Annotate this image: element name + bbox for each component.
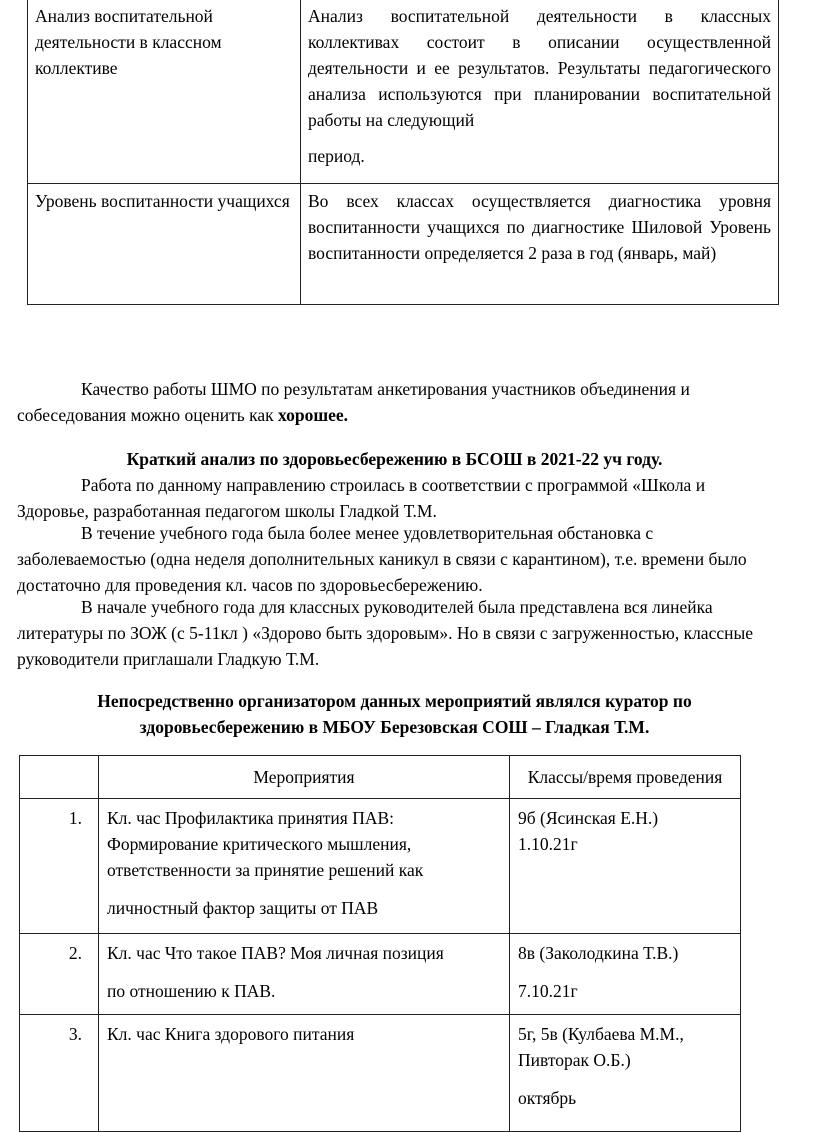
section-title: Краткий анализ по здоровьесбережению в БСОШ в 2021-22 уч году. — [126, 449, 663, 469]
organizer-line-2: здоровьесбережению в МБОУ Березовская СОШ – Гладкая Т.М. — [139, 717, 650, 737]
row-number: 3. — [20, 1015, 99, 1132]
table-row — [20, 799, 741, 934]
header-cell-classes: Классы/время проведения — [510, 756, 741, 799]
date-text: 1.10.21г — [518, 834, 578, 854]
classes-cell — [510, 799, 741, 934]
event-text-end: личностный фактор защиты от ПАВ — [107, 898, 379, 918]
event-text: Кл. час Книга здорового питания — [107, 1024, 355, 1044]
date-text: октябрь — [518, 1088, 577, 1108]
event-text-end: по отношению к ПАВ. — [107, 981, 276, 1001]
health-paragraph-2: В течение учебного года была более менее удовлетворительная обстановка с заболеваемостью (одна неделя дополнительных каникул в связи с карантином), т.е. времени было достаточно для проведения кл. часов по здоровьесбережению. — [17, 523, 747, 595]
table-row — [20, 1015, 741, 1132]
quality-text: Качество работы ШМО по результатам анкетирования участников объединения и собеседования можно оценить как — [17, 379, 690, 425]
event-cell — [99, 1015, 510, 1132]
organizer-line-1: Непосредственно организатором данных мероприятий являлся куратор по — [97, 691, 692, 711]
quality-rating: хорошее. — [278, 405, 348, 425]
table-cell-text — [301, 184, 779, 305]
event-text: Кл. час Профилактика принятия ПАВ: Формирование критического мышления, ответственности за принятие решений как — [107, 808, 424, 880]
classes-text: 8в (Заколодкина Т.В.) — [518, 943, 679, 963]
classes-text: 9б (Ясинская Е.Н.) — [518, 808, 659, 828]
health-paragraph-1: Работа по данному направлению строилась в соответствии с программой «Школа и Здоровье, разработанная педагогом школы Гладкой Т.М. — [17, 475, 706, 521]
table-row — [28, 184, 779, 305]
table-row — [28, 0, 779, 184]
table-header-row — [20, 756, 741, 799]
event-cell — [99, 934, 510, 1015]
cell-text: Анализ воспитательной деятельности в классном коллективе — [35, 6, 222, 78]
header-cell-number — [20, 756, 99, 799]
cell-text: Во всех классах осуществляется диагностика уровня воспитанности учащихся по диагностике Шиловой Уровень воспитанности определяется 2 раза в год (январь, май) — [308, 191, 771, 263]
classes-cell — [510, 934, 741, 1015]
date-text: 7.10.21г — [518, 981, 578, 1001]
quality-paragraph — [17, 376, 772, 428]
table-cell-label — [28, 184, 301, 305]
row-number: 1. — [20, 799, 99, 934]
table-cell-text — [301, 0, 779, 184]
top-table — [27, 0, 779, 305]
cell-text-end: период. — [308, 146, 365, 166]
classes-text: 5г, 5в (Кулбаева М.М., Пивторак О.Б.) — [518, 1024, 684, 1070]
row-number: 2. — [20, 934, 99, 1015]
cell-text: Уровень воспитанности учащихся — [35, 191, 290, 211]
header-cell-events: Мероприятия — [99, 756, 510, 799]
table-cell-label — [28, 0, 301, 184]
event-text: Кл. час Что такое ПАВ? Моя личная позиция — [107, 943, 444, 963]
cell-text: Анализ воспитательной деятельности в классных коллективах состоит в описании осуществленной деятельности и ее результатов. Результаты педагогического анализа используются при планировании воспитательной работы на следующий — [308, 6, 771, 130]
events-table — [19, 755, 741, 1132]
classes-cell — [510, 1015, 741, 1132]
health-paragraph-3: В начале учебного года для классных руководителей была представлена вся линейка литературы по ЗОЖ (с 5-11кл ) «Здорово быть здоровым». Но в связи с загруженностью, классные руководители приглашали Гладкую Т.М. — [17, 597, 753, 669]
event-cell — [99, 799, 510, 934]
table-row — [20, 934, 741, 1015]
